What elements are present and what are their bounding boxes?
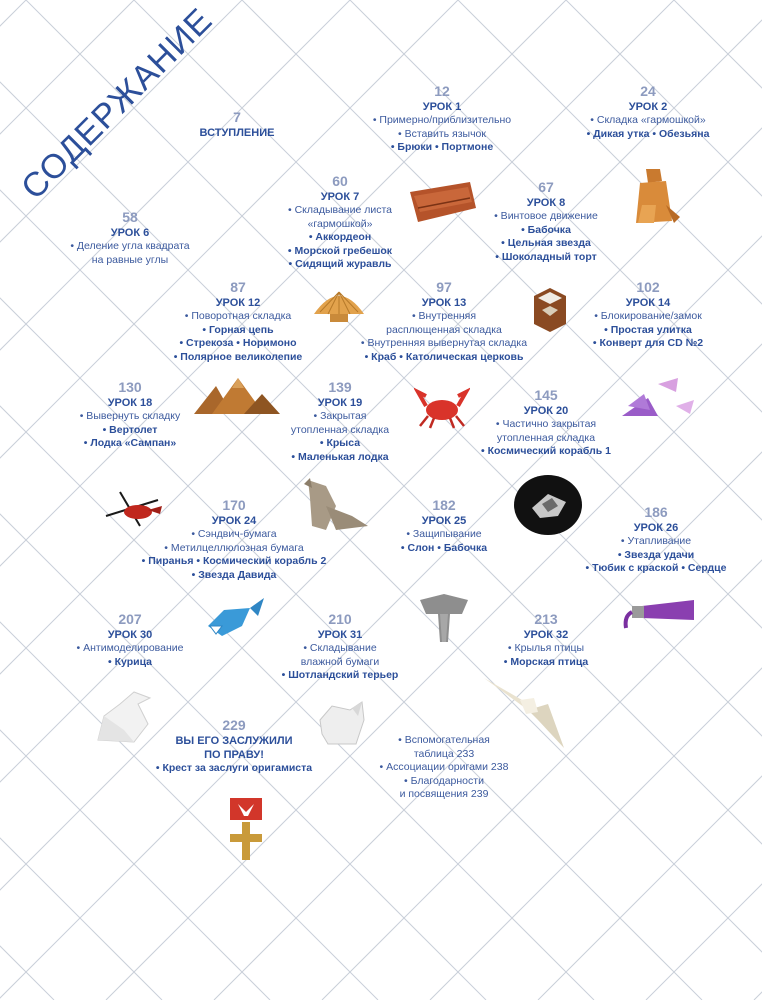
toc-topic: • Ассоциации оригами 238 [379,761,509,773]
toc-page-number: 145 [534,387,558,403]
toc-project: • Космический корабль 1 [481,445,611,457]
toc-page-number: 186 [644,504,668,520]
toc-project: • Шоколадный торт [495,250,597,263]
toc-page-number: 58 [122,209,138,225]
toc-lesson-title: УРОК 20 [523,405,569,417]
toc-page-number: 213 [534,611,558,627]
scallop-origami [310,284,368,328]
toc-page-number: 229 [222,717,246,733]
page-title: СОДЕРЖАНИЕ [14,0,220,207]
toc-lesson-title: УРОК 12 [215,297,261,309]
toc-lesson-title: УРОК 31 [317,629,363,641]
toc-lesson-title: УРОК 6 [110,227,150,239]
toc-page-number: 130 [118,379,142,395]
toc-project: • Звезда Давида [191,568,277,581]
toc-lesson-title: УРОК 8 [526,197,566,209]
toc-entry[interactable] [138,278,338,364]
helicopter-origami [102,486,164,530]
toc-lesson-title: УРОК 2 [628,101,668,113]
toc-topic: • Вставить язычок [398,127,486,140]
toc-page-number: 170 [222,497,246,513]
toc-project: • Стрекоза • Норимоно [179,337,297,349]
toc-topic: • Частично закрытая [495,418,597,430]
toc-project: • Слон • Бабочка [400,541,488,554]
toc-topic: • Защипывание [406,528,482,540]
toc-topic: • Складка «гармошкой» [590,114,706,126]
toc-page-number: 67 [538,179,554,195]
toc-lesson-title: УРОК 13 [421,297,467,309]
toc-topic: • Крылья птицы [507,642,585,654]
terrier-origami [312,698,370,748]
paint-tube-origami [620,598,700,632]
toc-topic: • Примерно/приблизительно [372,114,512,126]
toc-project: • Пиранья • Космический корабль 2 [141,555,327,567]
toc-topic: таблица 233 [413,747,475,760]
toc-project: • Дикая утка • Обезьяна [586,127,710,140]
seabird-origami [482,670,566,750]
toc-page-number: 182 [432,497,456,513]
toc-lesson-title: УРОК 25 [421,515,467,527]
toc-project: • Цельная звезда [501,237,591,249]
monkey-origami [626,165,682,227]
toc-lesson-title: УРОК 14 [625,297,671,309]
toc-lesson-title: УРОК 18 [107,397,153,409]
toc-topic: утопленная складка [496,431,596,444]
toc-entry[interactable] [446,610,646,669]
toc-topic: • Благодарности [404,774,484,787]
toc-entry[interactable] [30,208,230,267]
toc-lesson-title: УРОК 32 [523,629,569,641]
toc-project: • Звезда удачи [617,548,695,561]
snail-origami [618,376,698,422]
wallet-origami [406,178,478,228]
toc-lesson-title: УРОК 24 [211,515,257,527]
toc-lesson-title: ВЫ ЕГО ЗАСЛУЖИЛИ ПО ПРАВУ! [175,735,293,761]
toc-entry[interactable] [134,716,334,776]
toc-topic: • Утапливание [620,535,692,547]
toc-topic: • Складывание [303,642,377,654]
toc-project: • Сидящий журавль [288,258,392,270]
toc-project: • Морской гребешок [287,244,393,257]
rat-origami [296,476,374,534]
toc-topic: • Блокирование/замок [594,310,702,322]
crab-origami [414,382,470,430]
toc-project: • Шотландский терьер [281,669,399,681]
toc-project: • Маленькая лодка [291,450,389,463]
chicken-origami [94,690,162,748]
spaceship-origami [512,474,584,536]
toc-project: • Горная цепь [202,323,274,336]
toc-lesson-title: УРОК 1 [422,101,462,113]
toc-entry[interactable] [240,610,440,683]
toc-page-number: 24 [640,83,656,99]
toc-topic: «гармошкой» [307,217,373,230]
toc-lesson-title: УРОК 7 [320,191,360,203]
elephant-origami [418,592,470,648]
toc-project: • Конверт для CD №2 [592,337,704,349]
medal-cross-origami [222,796,270,868]
toc-topic: • Вспомогательная [398,734,490,746]
mountain-range-origami [192,374,282,418]
toc-entry[interactable] [342,82,542,155]
toc-topic: и посвящения 239 [399,788,489,800]
toc-entry[interactable] [30,610,230,669]
toc-project: • Аккордеон [308,231,372,243]
toc-page-number: 97 [436,279,452,295]
toc-project: • Брюки • Портмоне [390,141,494,153]
toc-topic: • Внутренняя вывернутая складка [360,337,528,349]
toc-topic: • Закрытая [313,410,367,422]
toc-project: • Краб • Католическая церковь [364,350,524,363]
toc-page-number: 60 [332,173,348,189]
piranha-origami [202,596,268,642]
toc-entry[interactable] [137,108,337,140]
toc-page-number: 210 [328,611,352,627]
toc-topic: расплющенная складка [386,323,502,336]
toc-topic: • Винтовое движение [494,210,598,222]
toc-project: • Бабочка [521,223,571,236]
toc-entry[interactable] [446,386,646,459]
toc-lesson-title: УРОК 26 [633,522,679,534]
toc-topic: влажной бумаги [300,655,380,668]
toc-project: • Полярное великолепие [173,350,303,363]
toc-project: • Вертолет [102,423,158,436]
toc-entry[interactable] [548,278,748,351]
toc-project: • Крест за заслуги оригамиста [155,762,313,774]
toc-lesson-title: УРОК 30 [107,629,153,641]
toc-topic: утопленная складка [290,423,390,436]
toc-topic: на равные углы [91,253,169,266]
toc-page-number: 12 [434,83,450,99]
toc-project: • Курица [108,655,152,668]
toc-topic: • Сэндвич-бумага [191,528,277,540]
toc-lesson-title: УРОК 19 [317,397,363,409]
toc-project: • Тюбик с краской • Сердце [585,562,727,574]
toc-page-number: 139 [328,379,352,395]
toc-page-number: 7 [233,109,241,125]
toc-entry[interactable] [344,278,544,364]
toc-topic: • Складывание листа [287,204,393,216]
toc-page-number: 207 [118,611,142,627]
toc-entry[interactable] [548,82,748,141]
toc-topic: • Деление угла квадрата [70,240,190,252]
toc-topic: • Внутренняя [411,310,477,322]
toc-project: • Лодка «Сампан» [83,437,177,449]
toc-topic: • Антимоделирование [76,642,184,654]
toc-page-number: 102 [636,279,660,295]
toc-lesson-title: ВСТУПЛЕНИЕ [199,127,275,139]
toc-topic: • Метилцеллюлозная бумага [164,541,304,554]
chocolate-cake-origami [528,284,572,334]
toc-project: • Крыса [319,437,361,449]
toc-entry[interactable] [556,503,756,576]
toc-page-number: 87 [230,279,246,295]
toc-topic: • Вывернуть складку [79,410,181,422]
toc-topic: • Поворотная складка [184,310,292,322]
toc-project: • Морская птица [503,655,589,668]
toc-project: • Простая улитка [604,323,692,336]
